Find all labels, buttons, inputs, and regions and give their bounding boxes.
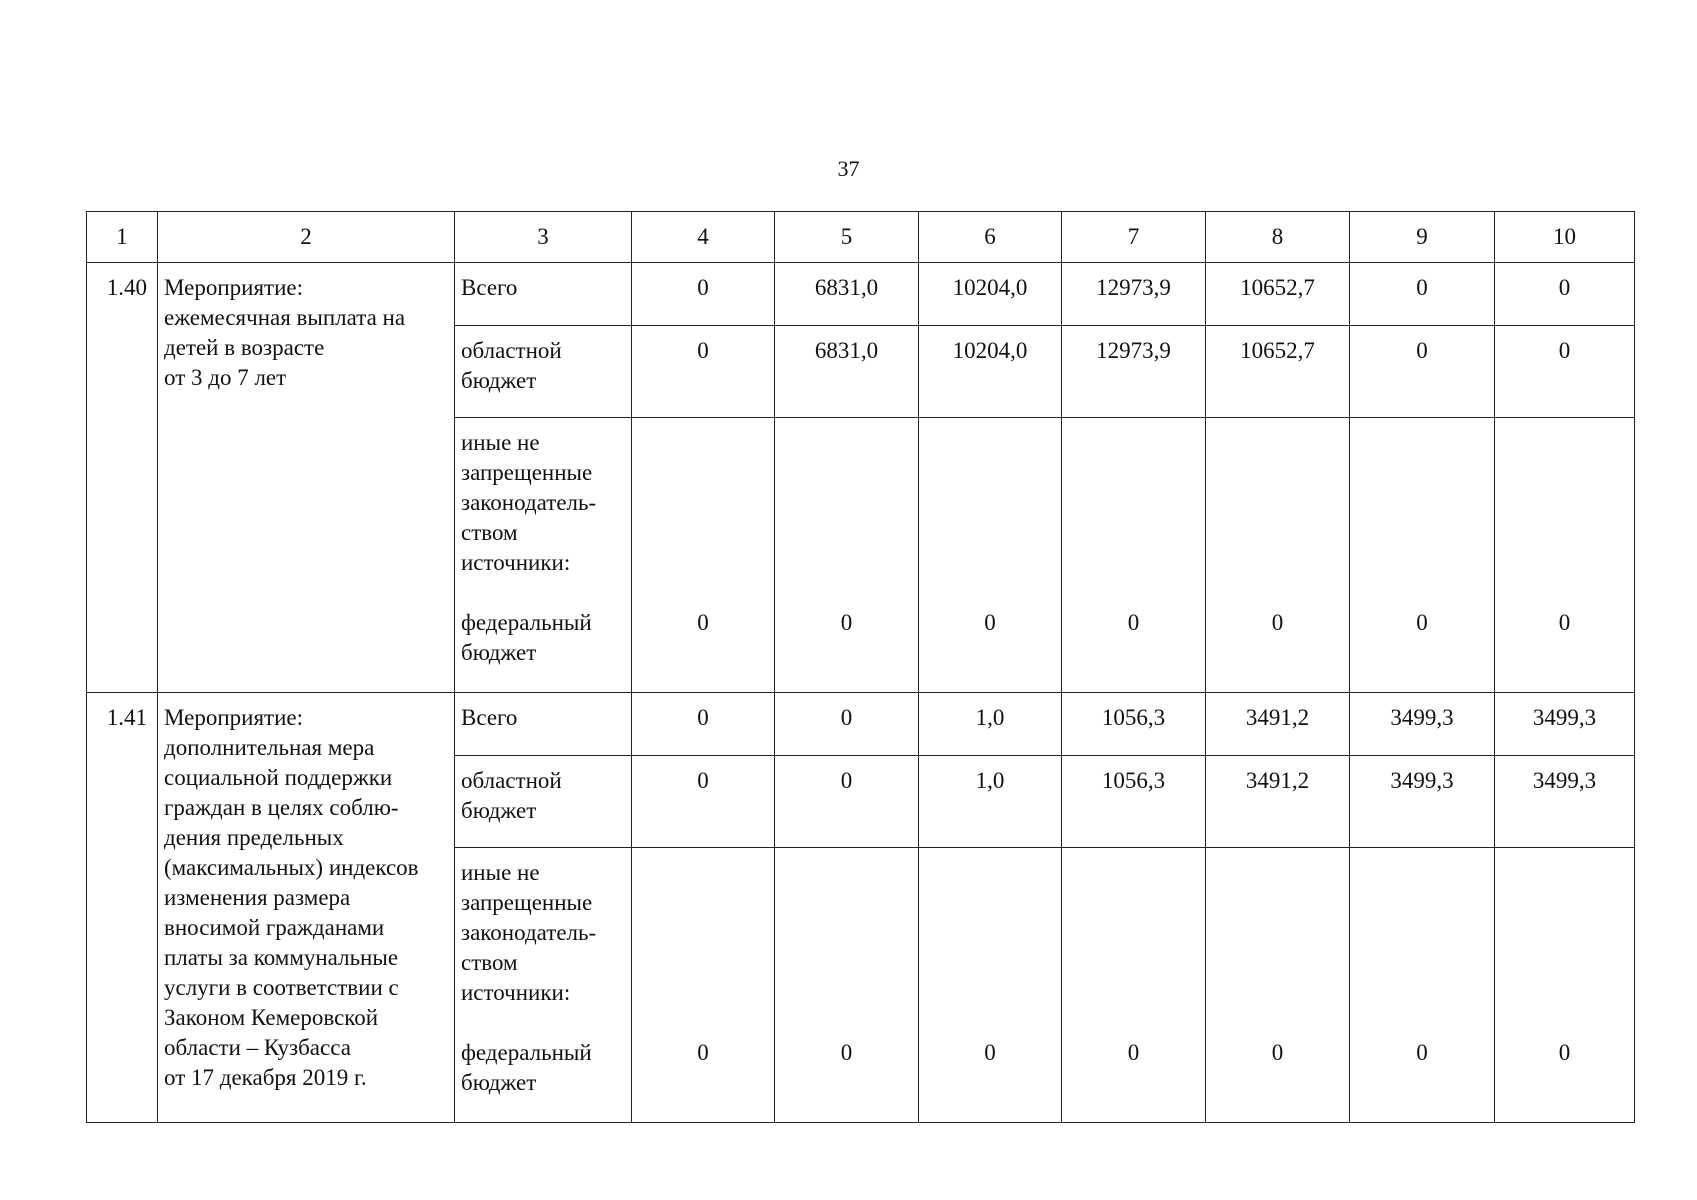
value-cell: 1,0 — [919, 693, 1062, 756]
federal-value: 0 — [1271, 1040, 1284, 1065]
federal-value: 0 — [1416, 610, 1428, 635]
value-cell — [775, 848, 919, 1123]
value-cell: 1056,3 — [1062, 693, 1206, 756]
value-cell — [632, 848, 775, 1123]
value-cell — [1206, 418, 1350, 693]
value-cell — [1062, 848, 1206, 1123]
spacer — [461, 1008, 625, 1038]
item-number: 1.40 — [87, 263, 158, 693]
federal-budget-label: федеральный бюджет — [461, 1040, 592, 1095]
value-cell: 3499,3 — [1495, 693, 1635, 756]
value-cell — [1206, 848, 1350, 1123]
item-name: Мероприятие: дополнительная мера социальной поддержки граждан в целях соблю-дения предельных (максимальных) индексов изменения размера вносимой гражданами платы за коммунальные услуги в соответствии с Законом Кемеровской области – Кузбасса от 17 декабря 2019 г. — [158, 693, 455, 1123]
value-cell — [775, 418, 919, 693]
value-cell: 0 — [632, 756, 775, 848]
value-cell: 0 — [632, 326, 775, 418]
header-row — [87, 212, 1635, 263]
value-cell: 12973,9 — [1062, 326, 1206, 418]
value-cell: 10204,0 — [919, 326, 1062, 418]
value-cell: 6831,0 — [775, 263, 919, 326]
column-header: 5 — [775, 212, 919, 263]
source-label: областной бюджет — [455, 756, 632, 848]
column-header: 1 — [87, 212, 158, 263]
item-name: Мероприятие: ежемесячная выплата на детей в возрасте от 3 до 7 лет — [158, 263, 455, 693]
source-label: областной бюджет — [455, 326, 632, 418]
value-cell: 3499,3 — [1350, 693, 1495, 756]
value-cell: 0 — [1350, 326, 1495, 418]
value-cell: 0 — [1495, 326, 1635, 418]
table-row — [87, 263, 1635, 326]
source-label — [455, 418, 632, 693]
value-cell: 0 — [775, 756, 919, 848]
value-cell: 1056,3 — [1062, 756, 1206, 848]
column-header: 8 — [1206, 212, 1350, 263]
federal-value: 0 — [697, 1040, 709, 1065]
source-label: Всего — [455, 693, 632, 756]
column-header: 6 — [919, 212, 1062, 263]
column-header: 4 — [632, 212, 775, 263]
value-cell: 3499,3 — [1350, 756, 1495, 848]
spacer — [461, 578, 625, 608]
federal-value: 0 — [1558, 610, 1571, 635]
item-number: 1.41 — [87, 693, 158, 1123]
value-cell: 10652,7 — [1206, 263, 1350, 326]
federal-value: 0 — [984, 1040, 996, 1065]
federal-value: 0 — [1416, 1040, 1428, 1065]
value-cell — [632, 418, 775, 693]
value-cell — [1495, 418, 1635, 693]
column-header: 9 — [1350, 212, 1495, 263]
value-cell: 0 — [1350, 263, 1495, 326]
source-label: Всего — [455, 263, 632, 326]
value-cell — [1495, 848, 1635, 1123]
value-cell: 0 — [775, 693, 919, 756]
federal-value: 0 — [1558, 1040, 1571, 1065]
federal-budget-label: федеральный бюджет — [461, 610, 592, 665]
value-cell — [919, 418, 1062, 693]
other-sources-label: иные не запрещенные законодатель-ством источники: — [461, 430, 597, 575]
value-cell — [1350, 848, 1495, 1123]
value-cell: 3491,2 — [1206, 693, 1350, 756]
federal-value: 0 — [1127, 1040, 1140, 1065]
value-cell — [1350, 418, 1495, 693]
column-header: 2 — [158, 212, 455, 263]
column-header: 3 — [455, 212, 632, 263]
value-cell: 0 — [632, 263, 775, 326]
value-cell: 0 — [1495, 263, 1635, 326]
value-cell: 0 — [632, 693, 775, 756]
value-cell: 6831,0 — [775, 326, 919, 418]
value-cell — [1062, 418, 1206, 693]
table-row — [87, 693, 1635, 756]
column-header: 7 — [1062, 212, 1206, 263]
column-header: 10 — [1495, 212, 1635, 263]
value-cell — [919, 848, 1062, 1123]
value-cell: 12973,9 — [1062, 263, 1206, 326]
value-cell: 3499,3 — [1495, 756, 1635, 848]
federal-value: 0 — [1271, 610, 1284, 635]
financing-table — [86, 211, 1635, 1123]
value-cell: 10652,7 — [1206, 326, 1350, 418]
source-label — [455, 848, 632, 1123]
other-sources-label: иные не запрещенные законодатель-ством источники: — [461, 860, 597, 1005]
page-number: 37 — [837, 156, 860, 181]
federal-value: 0 — [984, 610, 996, 635]
federal-value: 0 — [840, 1040, 853, 1065]
federal-value: 0 — [840, 610, 853, 635]
value-cell: 3491,2 — [1206, 756, 1350, 848]
federal-value: 0 — [697, 610, 709, 635]
federal-value: 0 — [1127, 610, 1140, 635]
value-cell: 1,0 — [919, 756, 1062, 848]
value-cell: 10204,0 — [919, 263, 1062, 326]
